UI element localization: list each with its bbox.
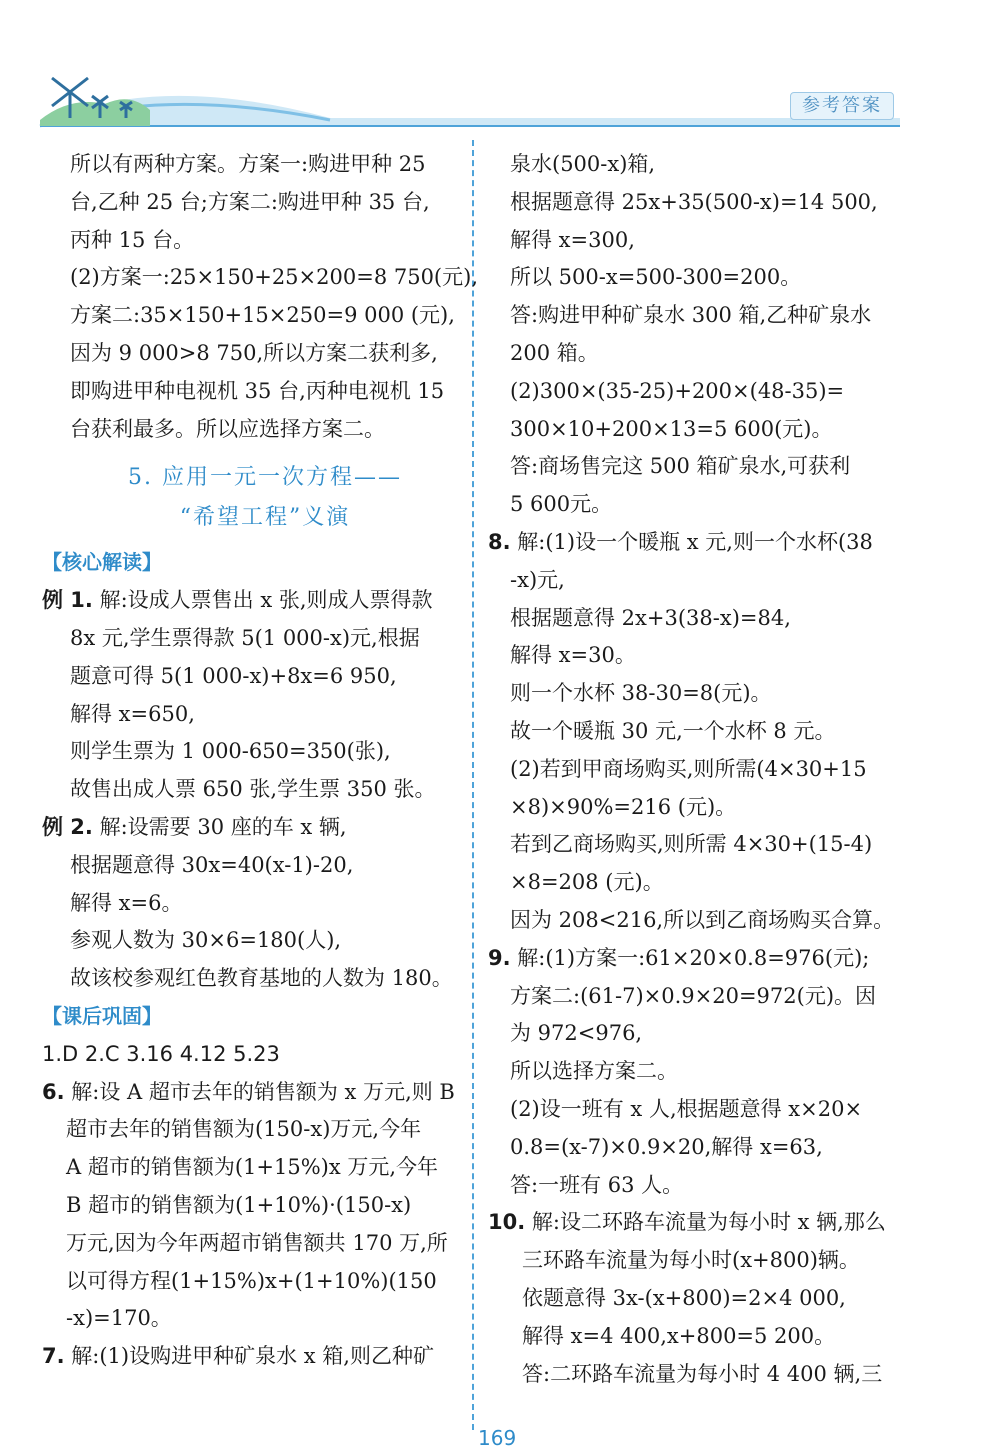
text-line: 解:设需要 30 座的车 x 辆,	[99, 814, 347, 839]
text-line: 解:(1)设一个暖瓶 x 元,则一个水杯(38	[517, 529, 873, 554]
text-line: 方案二:35×150+15×250=9 000 (元),	[70, 303, 455, 328]
section-subtitle: “希望工程”义演	[179, 505, 351, 531]
text-line: 根据题意得 2x+3(38-x)=84,	[510, 605, 791, 630]
question-6-label: 6.	[42, 1079, 65, 1104]
text-line: 万元,因为今年两超市销售额共 170 万,所	[66, 1230, 448, 1255]
text-line: 题意可得 5(1 000-x)+8x=6 950,	[70, 663, 397, 688]
text-line: 即购进甲种电视机 35 台,丙种电视机 15	[70, 378, 445, 403]
text-line: 解:设二环路车流量为每小时 x 辆,那么	[531, 1210, 886, 1235]
text-line: 丙种 15 台。	[70, 227, 195, 252]
text-line: (2)300×(35-25)+200×(48-35)=	[510, 378, 845, 403]
core-reading-tag: 【核心解读】	[42, 550, 162, 575]
text-line: 解得 x=6。	[70, 890, 183, 915]
text-line: 若到乙商场购买,则所需 4×30+(15-4)	[510, 832, 873, 857]
text-line: 300×10+200×13=5 600(元)。	[510, 416, 833, 441]
text-line: 解:设 A 超市去年的销售额为 x 万元,则 B	[71, 1079, 455, 1104]
text-line: 解:(1)设购进甲种矿泉水 x 箱,则乙种矿	[71, 1344, 434, 1369]
text-line: 答:一班有 63 人。	[510, 1172, 684, 1197]
question-9-label: 9.	[488, 945, 511, 970]
text-line: ×8=208 (元)。	[510, 870, 664, 895]
short-answers: 1.D 2.C 3.16 4.12 5.23	[42, 1041, 280, 1066]
text-line: (2)若到甲商场购买,则所需(4×30+15	[510, 756, 867, 781]
example-2-label: 例 2.	[42, 814, 93, 839]
text-line: 故售出成人票 650 张,学生票 350 张。	[70, 777, 436, 802]
text-line: 台,乙种 25 台;方案二:购进甲种 35 台,	[70, 189, 430, 214]
text-line: 所以选择方案二。	[510, 1059, 678, 1084]
text-line: 答:商场售完这 500 箱矿泉水,可获利	[510, 454, 851, 479]
page-header	[0, 0, 1000, 140]
text-line: 5 600元。	[510, 492, 613, 517]
text-line: 答:二环路车流量为每小时 4 400 辆,三	[522, 1361, 883, 1386]
text-line: A 超市的销售额为(1+15%)x 万元,今年	[66, 1155, 439, 1180]
text-line: 因为 9 000>8 750,所以方案二获利多,	[70, 340, 438, 365]
text-line: 泉水(500-x)箱,	[510, 152, 656, 176]
text-line: 则一个水杯 38-30=8(元)。	[510, 681, 772, 706]
text-line: 参观人数为 30×6=180(人),	[70, 928, 342, 953]
text-line: 则学生票为 1 000-650=350(张),	[70, 739, 391, 764]
question-10-label: 10.	[488, 1210, 526, 1235]
text-line: 为 972<976,	[510, 1021, 643, 1046]
text-line: 故该校参观红色教育基地的人数为 180。	[70, 966, 453, 991]
text-line: 故一个暖瓶 30 元,一个水杯 8 元。	[510, 718, 836, 743]
text-line: B 超市的销售额为(1+10%)·(150-x)	[66, 1192, 412, 1217]
after-class-tag: 【课后巩固】	[42, 1003, 162, 1028]
text-line: (2)设一班有 x 人,根据题意得 x×20×	[510, 1096, 863, 1121]
text-line: 根据题意得 30x=40(x-1)-20,	[70, 852, 354, 877]
text-line: 三环路车流量为每小时(x+800)辆。	[522, 1248, 860, 1273]
text-line: -x)=170。	[66, 1306, 172, 1331]
text-line: 解得 x=30。	[510, 643, 636, 668]
text-line: 200 箱。	[510, 340, 599, 365]
text-line: 解得 x=300,	[510, 227, 635, 252]
text-line: 答:购进甲种矿泉水 300 箱,乙种矿泉水	[510, 303, 872, 328]
right-column	[488, 146, 908, 1393]
example-1-label: 例 1.	[42, 588, 93, 613]
question-8-label: 8.	[488, 529, 511, 554]
text-line: 0.8=(x-7)×0.9×20,解得 x=63,	[510, 1134, 823, 1159]
section-title: 5. 应用一元一次方程——	[128, 465, 402, 491]
text-line: 所以 500-x=500-300=200。	[510, 265, 802, 290]
text-line: 根据题意得 25x+35(500-x)=14 500,	[510, 189, 878, 214]
text-line: 解得 x=650,	[70, 701, 195, 726]
answer-key-tag: 参考答案	[790, 92, 894, 120]
text-line: 方案二:(61-7)×0.9×20=972(元)。因	[510, 983, 877, 1008]
text-line: 依题意得 3x-(x+800)=2×4 000,	[522, 1285, 846, 1310]
column-divider	[472, 140, 474, 1430]
question-7-label: 7.	[42, 1344, 65, 1369]
text-line: ×8)×90%=216 (元)。	[510, 794, 737, 819]
page-number: 169	[478, 1426, 517, 1450]
text-line: 台获利最多。所以应选择方案二。	[70, 416, 385, 441]
text-line: 因为 208<216,所以到乙商场购买合算。	[510, 907, 895, 932]
left-column	[42, 146, 478, 1376]
text-line: 解得 x=4 400,x+800=5 200。	[522, 1323, 836, 1348]
text-line: -x)元,	[510, 567, 565, 592]
text-line: (2)方案一:25×150+25×200=8 750(元),	[70, 265, 478, 290]
text-line: 以可得方程(1+15%)x+(1+10%)(150	[66, 1268, 437, 1293]
text-line: 8x 元,学生票得款 5(1 000-x)元,根据	[70, 625, 420, 650]
text-line: 解:设成人票售出 x 张,则成人票得款	[99, 588, 433, 613]
text-line: 解:(1)方案一:61×20×0.8=976(元);	[517, 945, 870, 970]
text-line: 超市去年的销售额为(150-x)万元,今年	[66, 1117, 422, 1142]
text-line: 所以有两种方案。方案一:购进甲种 25	[70, 152, 426, 176]
